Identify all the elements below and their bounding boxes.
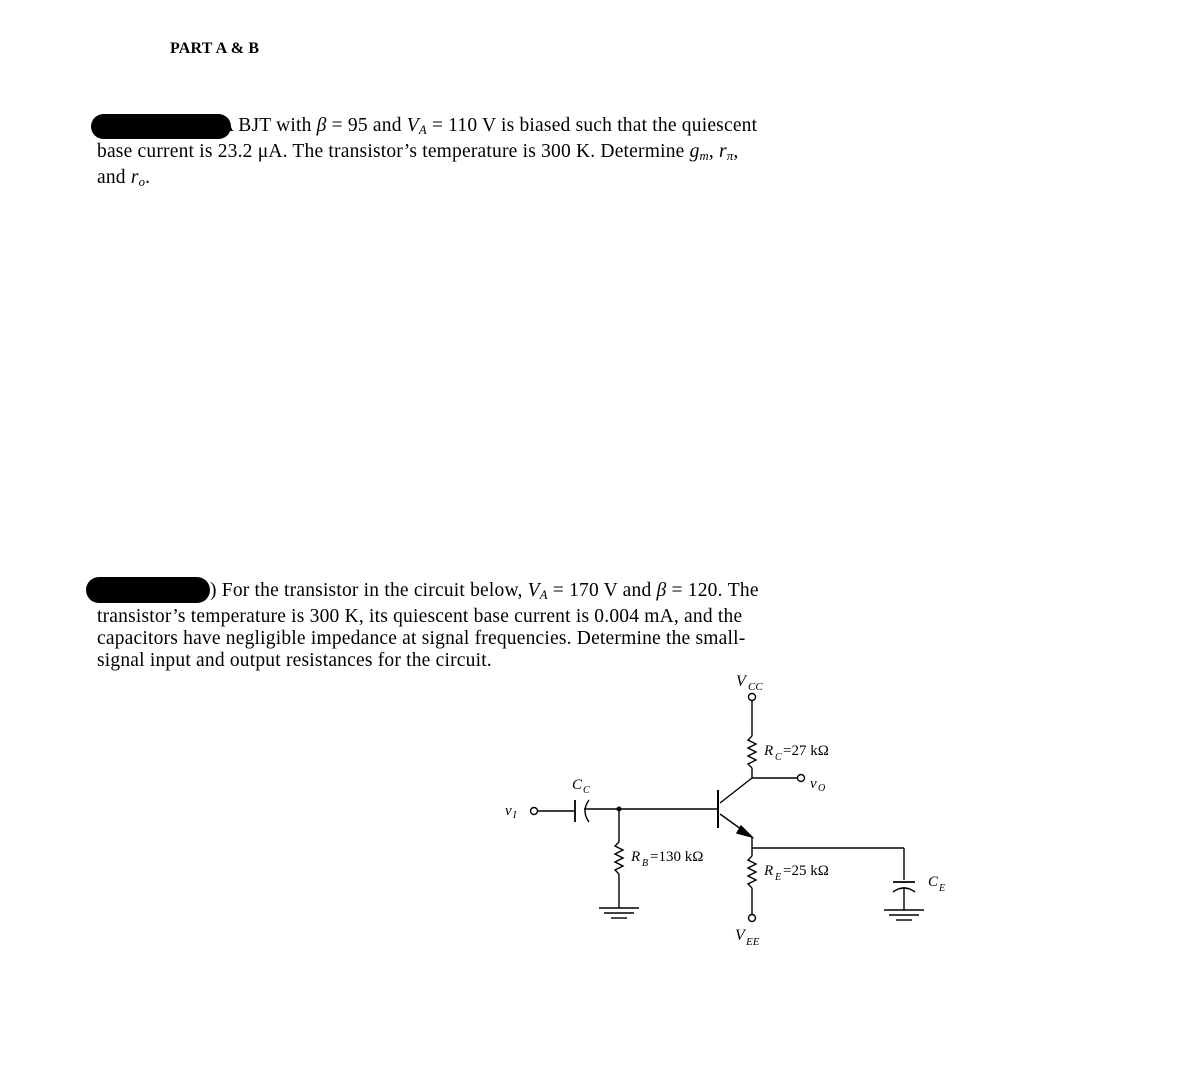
va-symbol: V bbox=[527, 580, 540, 601]
separator: , bbox=[708, 141, 720, 163]
problem-a-text: base current is 23.2 μA. The transistor’s temperature is 300 K. Determine bbox=[97, 141, 690, 163]
problem-a-text: A BJT with bbox=[220, 115, 317, 136]
va-subscript: A bbox=[418, 123, 427, 138]
cc-label: C bbox=[572, 777, 583, 793]
va-subscript: A bbox=[539, 588, 548, 603]
vcc-terminal bbox=[749, 694, 756, 701]
rc-resistor bbox=[748, 736, 756, 768]
problem-b-text: = 170 V and bbox=[547, 580, 657, 601]
vo-terminal bbox=[798, 775, 805, 782]
vee-label: V bbox=[735, 927, 745, 944]
va-symbol: V bbox=[406, 115, 419, 136]
period: . bbox=[145, 167, 151, 189]
problem-b-line-4: signal input and output resistances for the circuit. bbox=[97, 650, 492, 672]
re-resistor bbox=[748, 856, 756, 888]
vi-subscript: I bbox=[513, 810, 517, 821]
vo-label: v bbox=[810, 776, 817, 792]
problem-b-line-3: capacitors have negligible impedance at signal frequencies. Determine the small- bbox=[97, 628, 746, 650]
ce-subscript: E bbox=[939, 883, 946, 894]
problem-b-text: = 120. The bbox=[666, 580, 759, 601]
problem-b-line-2: transistor’s temperature is 300 K, its quiescent base current is 0.004 mA, and the bbox=[97, 606, 743, 628]
problem-a-text: = 110 V is biased such that the quiescent bbox=[426, 115, 758, 136]
vee-terminal bbox=[749, 915, 756, 922]
rb-resistor bbox=[615, 842, 623, 874]
vee-subscript: EE bbox=[746, 936, 760, 948]
rb-subscript: B bbox=[642, 858, 649, 869]
beta-symbol: β bbox=[316, 115, 327, 136]
vi-terminal bbox=[531, 808, 538, 815]
vcc-label: V bbox=[736, 673, 746, 690]
rpi-symbol: r bbox=[719, 141, 727, 163]
ce-label: C bbox=[928, 874, 939, 890]
rb-label: R bbox=[631, 849, 641, 865]
page-heading: PART A & B bbox=[170, 40, 260, 57]
separator: , bbox=[733, 141, 739, 163]
problem-a-text: = 95 and bbox=[326, 115, 407, 136]
re-subscript: E bbox=[775, 872, 782, 883]
ro-subscript: o bbox=[138, 175, 146, 190]
vo-subscript: O bbox=[818, 783, 826, 794]
rc-label: R bbox=[764, 743, 774, 759]
problem-a-text: and bbox=[97, 167, 131, 189]
gm-subscript: m bbox=[699, 149, 709, 164]
cc-plate-curved bbox=[585, 800, 589, 822]
problem-b-label: ) bbox=[210, 580, 217, 601]
vi-label: v bbox=[505, 803, 512, 819]
rc-subscript: C bbox=[775, 752, 782, 763]
vcc-subscript: CC bbox=[748, 681, 763, 693]
beta-symbol: β bbox=[656, 580, 667, 601]
ro-symbol: r bbox=[130, 167, 139, 189]
problem-b-text: For the transistor in the circuit below, bbox=[216, 580, 528, 601]
collector-lead bbox=[720, 778, 752, 803]
rb-value: =130 kΩ bbox=[650, 849, 704, 865]
rc-value: =27 kΩ bbox=[783, 743, 829, 759]
re-label: R bbox=[764, 863, 774, 879]
rpi-subscript: π bbox=[726, 149, 734, 164]
cc-subscript: C bbox=[583, 785, 590, 796]
gm-symbol: g bbox=[689, 141, 700, 163]
re-value: =25 kΩ bbox=[783, 863, 829, 879]
